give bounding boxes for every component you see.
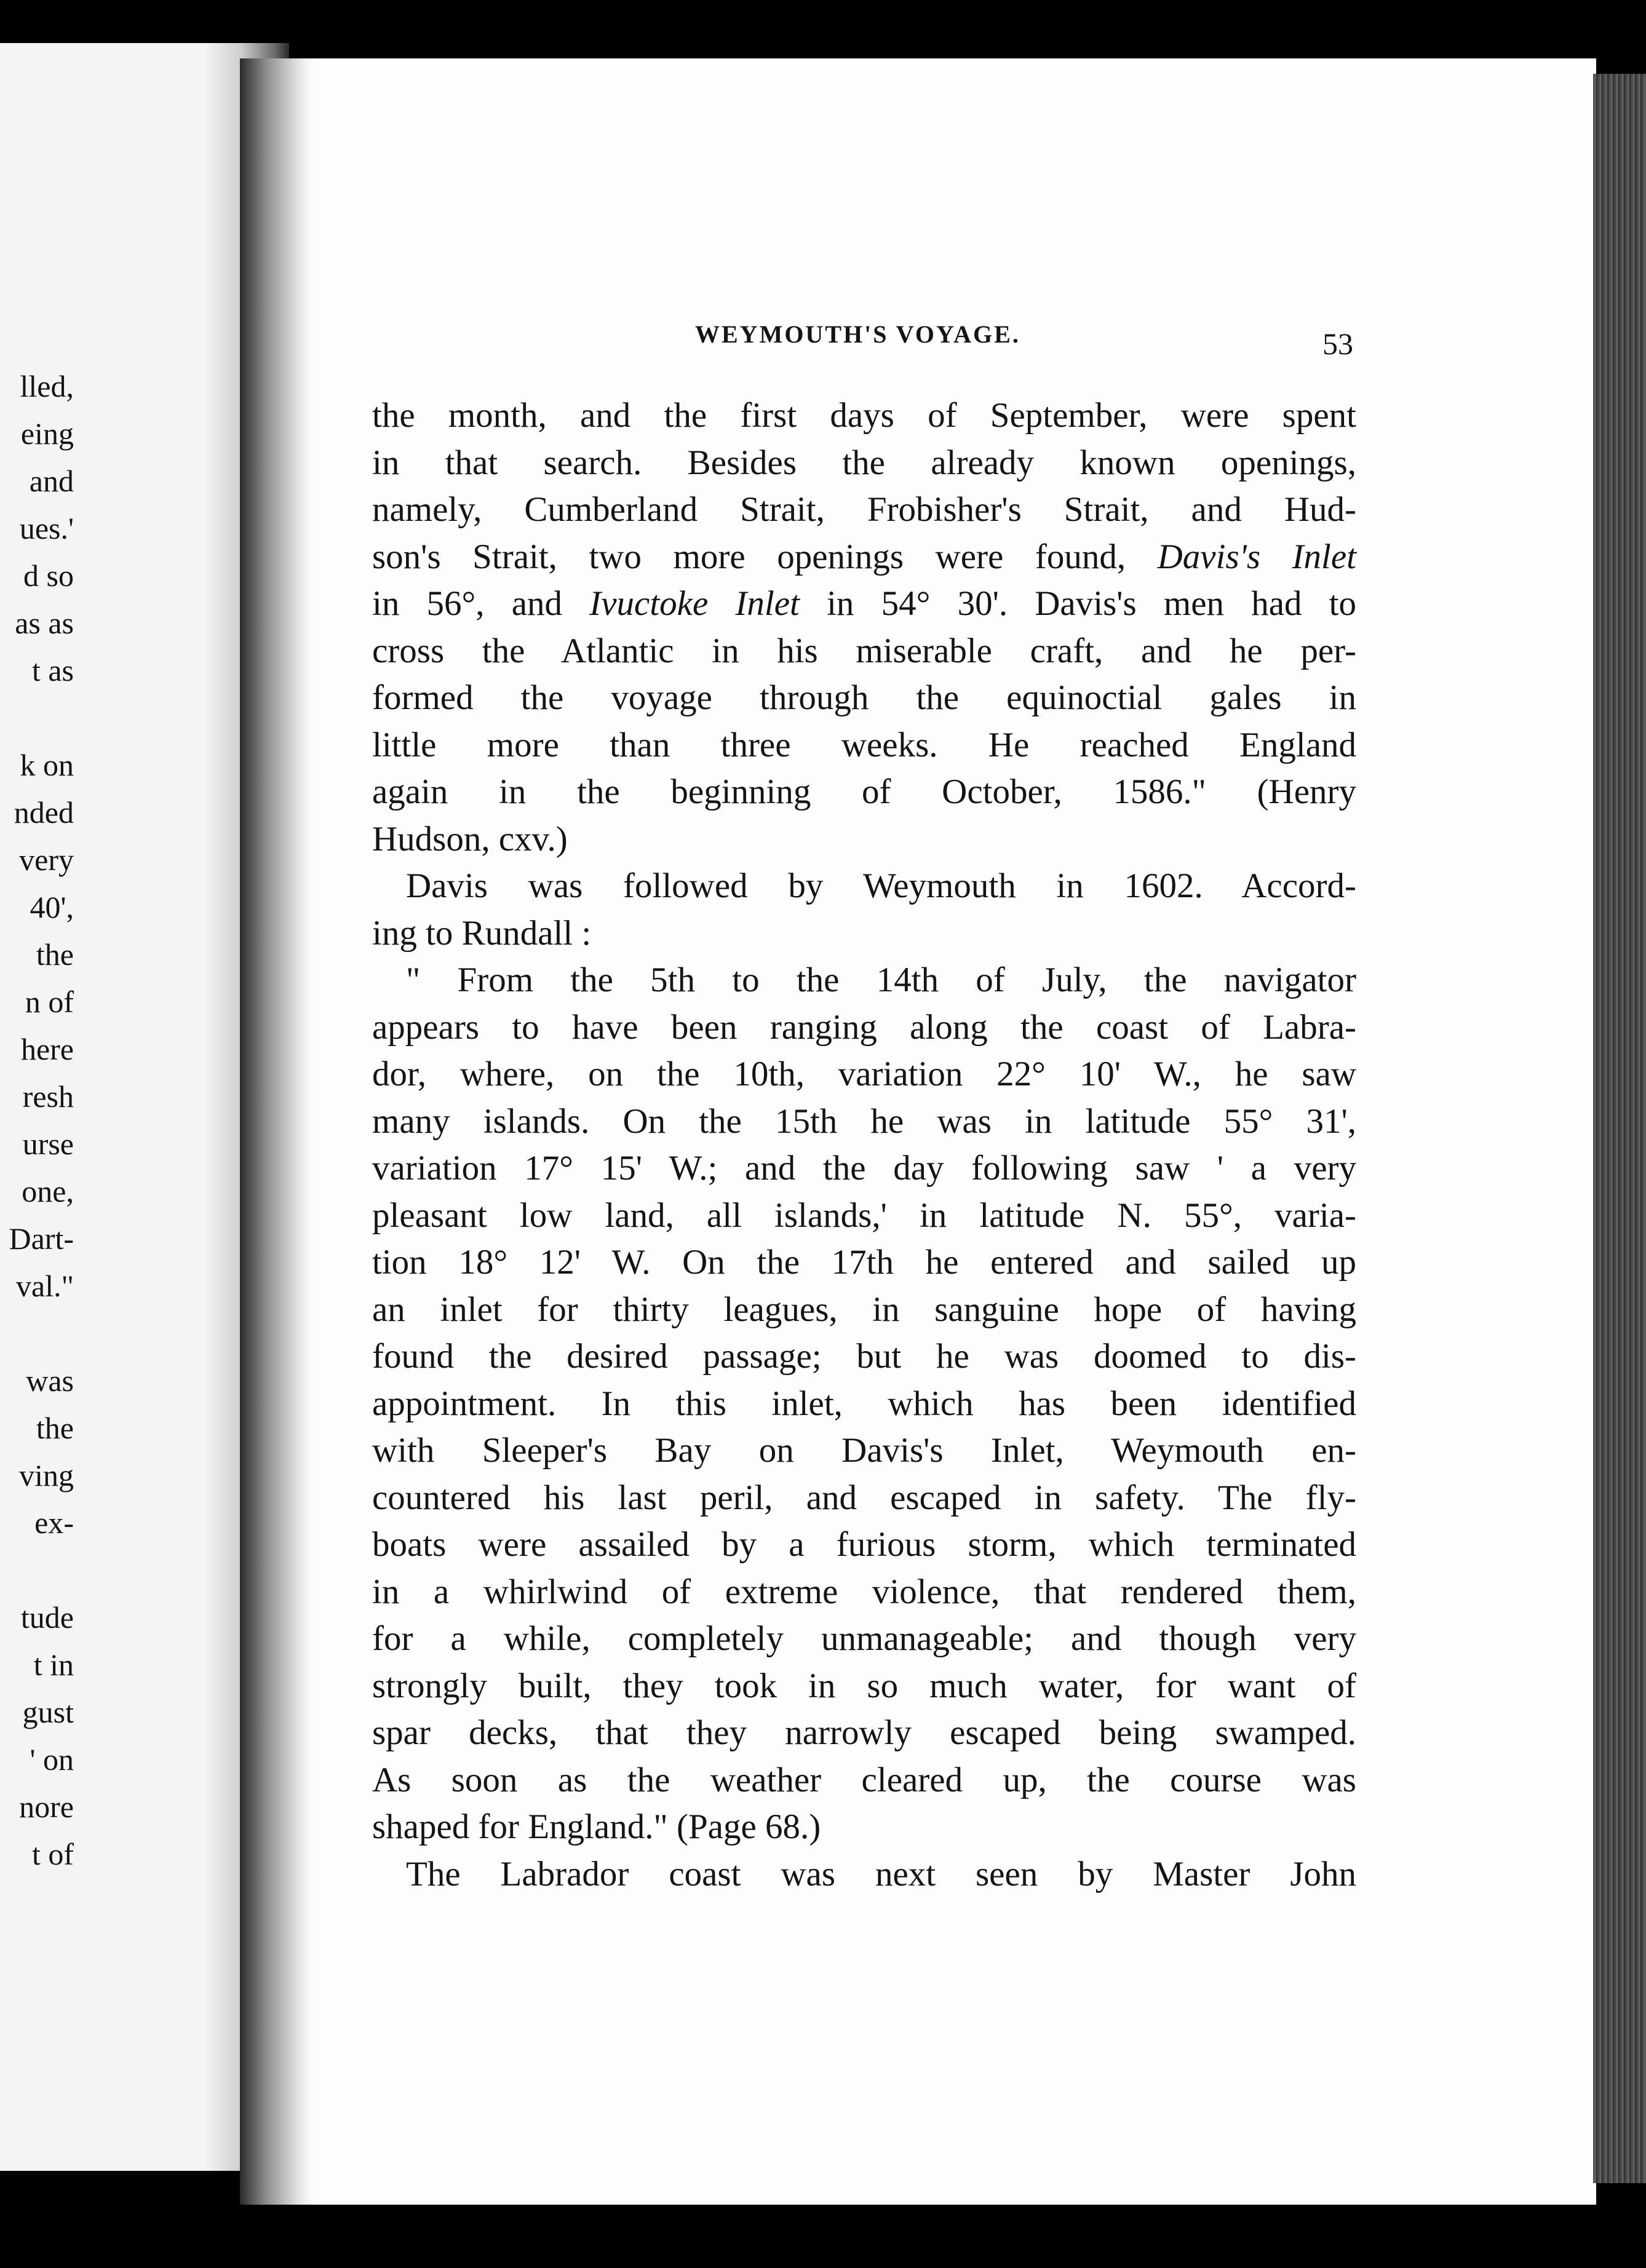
- left-page-fragment: d so: [23, 558, 74, 593]
- text-line-with-italic: [372, 534, 1356, 581]
- left-page-fragment: very: [19, 843, 74, 877]
- italic-place-name: Davis's Inlet: [1157, 537, 1356, 576]
- left-page-fragment: n of: [25, 985, 74, 1019]
- text-line: dor, where, on the 10th, variation 22° 10' W., he saw: [372, 1055, 1356, 1093]
- left-page-fragment: as as: [15, 606, 74, 640]
- text-line: countered his last peril, and escaped in safety. The fly-: [372, 1478, 1356, 1517]
- body-text: [372, 392, 1356, 1898]
- left-page-fragment: and: [29, 464, 74, 498]
- text-line: The Labrador coast was next seen by Master John: [406, 1854, 1356, 1893]
- text-line: in that search. Besides the already known openings,: [372, 443, 1356, 482]
- text-line: variation 17° 15' W.; and the day following saw ' a very: [372, 1149, 1356, 1188]
- left-page-fragment: [0, 1310, 74, 1357]
- text-line: Hudson, cxv.): [372, 819, 568, 858]
- text-line: shaped for England." (Page 68.): [372, 1807, 821, 1846]
- left-page-fragment: t of: [31, 1837, 74, 1871]
- text-line: little more than three weeks. He reached England: [372, 725, 1356, 764]
- left-page-fragment: ving: [19, 1458, 74, 1493]
- text-fragment: son's Strait, two more openings were found,: [372, 537, 1126, 576]
- text-line: for a while, completely unmanageable; and though very: [372, 1619, 1356, 1658]
- text-line: As soon as the weather cleared up, the course was: [372, 1760, 1356, 1799]
- page-number: 53: [1322, 327, 1353, 361]
- left-page-fragment: nded: [14, 795, 74, 830]
- text-line: with Sleeper's Bay on Davis's Inlet, Weymouth en-: [372, 1431, 1356, 1470]
- left-page-fragment: tude: [20, 1600, 74, 1635]
- text-line: formed the voyage through the equinoctial gales in: [372, 678, 1356, 717]
- text-line: the month, and the first days of September, were spent: [372, 396, 1356, 435]
- text-line: again in the beginning of October, 1586." (Henry: [372, 772, 1356, 811]
- text-line: tion 18° 12' W. On the 17th he entered and sailed up: [372, 1243, 1356, 1282]
- text-line: in a whirlwind of extreme violence, that rendered them,: [372, 1572, 1356, 1611]
- text-fragment: in 54° 30'. Davis's men had to: [827, 584, 1357, 623]
- left-page-fragment: val.": [16, 1269, 74, 1303]
- text-line: boats were assailed by a furious storm, which terminated: [372, 1525, 1356, 1564]
- left-page-fragment: k on: [20, 748, 74, 782]
- left-page-fragment: Dart-: [9, 1221, 74, 1256]
- scan-border: [0, 2205, 1646, 2268]
- left-page-fragment: urse: [22, 1127, 74, 1161]
- left-page-fragment: eing: [20, 416, 74, 451]
- text-line: Davis was followed by Weymouth in 1602. Accord-: [406, 866, 1356, 905]
- left-page-fragment: was: [26, 1363, 74, 1398]
- left-page-fragment: lled,: [20, 369, 74, 403]
- running-head: WEYMOUTH'S VOYAGE.: [695, 320, 1020, 348]
- left-page-fragment: t in: [33, 1647, 74, 1682]
- text-line: namely, Cumberland Strait, Frobisher's Strait, and Hud-: [372, 490, 1356, 529]
- text-line: " From the 5th to the 14th of July, the navigator: [406, 961, 1356, 999]
- left-page-fragment: one,: [22, 1174, 74, 1208]
- text-line: pleasant low land, all islands,' in latitude N. 55°, varia-: [372, 1195, 1356, 1235]
- text-line: strongly built, they took in so much water, for want of: [372, 1666, 1356, 1705]
- text-fragment: in 56°, and: [372, 584, 563, 623]
- left-page-fragment: [0, 694, 74, 742]
- left-page-fragment: t as: [31, 653, 74, 688]
- left-page-fragment: ' on: [30, 1742, 74, 1777]
- book-page-edges: [1593, 74, 1646, 2183]
- left-page-fragment: the: [36, 937, 74, 972]
- text-line: appears to have been ranging along the coast of Labra-: [372, 1007, 1356, 1047]
- left-page-fragment: ues.': [19, 511, 74, 545]
- left-page-fragment: here: [20, 1032, 74, 1066]
- text-line: found the desired passage; but he was doomed to dis-: [372, 1337, 1356, 1376]
- left-page-fragment: 40',: [30, 890, 74, 924]
- left-page-fragment: resh: [22, 1079, 74, 1114]
- left-page-fragment: [0, 1547, 74, 1594]
- left-page-fragment: nore: [19, 1790, 74, 1824]
- left-page-text-fragments: [0, 363, 74, 1878]
- text-line: appointment. In this inlet, which has been identified: [372, 1384, 1356, 1423]
- text-line: spar decks, that they narrowly escaped being swamped.: [372, 1713, 1356, 1752]
- text-line-with-italic: [372, 581, 1356, 628]
- italic-place-name: Ivuctoke Inlet: [589, 584, 800, 623]
- left-page-fragment: ex-: [34, 1505, 74, 1540]
- text-line: cross the Atlantic in his miserable craft, and he per-: [372, 631, 1356, 670]
- left-page-fragment: the: [36, 1411, 74, 1445]
- left-page-fragment: gust: [22, 1695, 74, 1729]
- text-line: an inlet for thirty leagues, in sanguine hope of having: [372, 1290, 1356, 1329]
- text-line: many islands. On the 15th he was in latitude 55° 31',: [372, 1101, 1356, 1141]
- text-line: ing to Rundall :: [372, 913, 592, 953]
- right-page-gutter-shadow: [240, 58, 314, 2205]
